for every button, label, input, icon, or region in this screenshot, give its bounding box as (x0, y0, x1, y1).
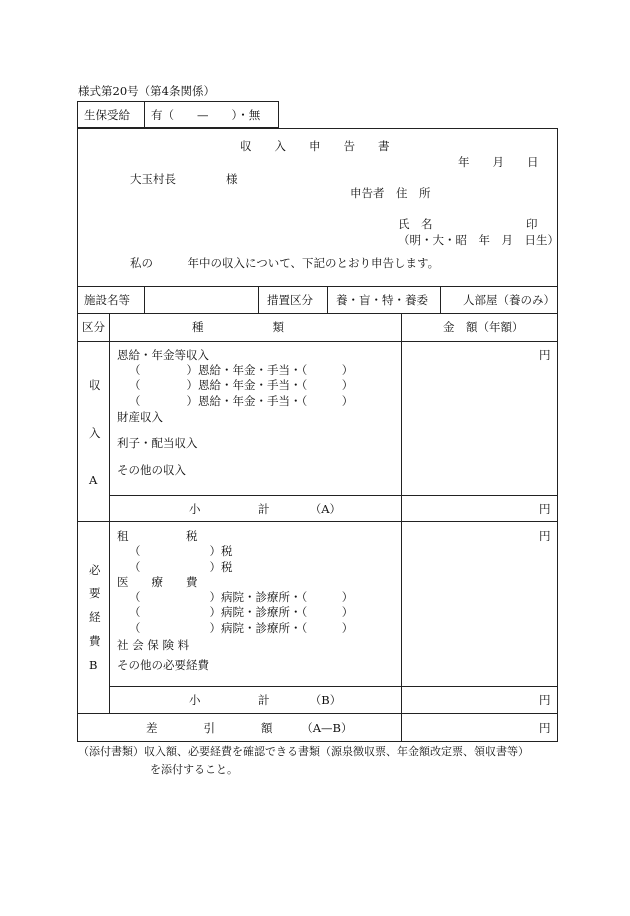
applicant-name-label[interactable]: 氏 名 (398, 217, 433, 231)
pension-income: 恩給・年金等収入 (117, 348, 209, 362)
medical-label: 医 療 費 (117, 575, 198, 589)
pension-row[interactable]: （ ）恩給・年金・手当・（ ） (129, 378, 354, 392)
insurance-label: 社 会 保 険 料 (117, 638, 190, 652)
measure-label: 措置区分 (267, 293, 313, 307)
pension-row[interactable]: （ ）恩給・年金・手当・（ ） (129, 394, 354, 408)
difference-yen[interactable]: 円 (539, 721, 551, 735)
difference-label: 差 引 額 （A—B） (146, 721, 353, 735)
category-divider (109, 313, 110, 713)
rooms-label[interactable]: 人部屋（養のみ） (463, 293, 555, 307)
pension-row[interactable]: （ ）恩給・年金・手当・（ ） (129, 363, 354, 377)
column-amount: 金 額（年額） (443, 320, 524, 334)
form-title: 収 入 申 告 書 (240, 139, 390, 153)
measure-options[interactable]: 養・盲・特・養委 (336, 293, 428, 307)
applicant-address-label[interactable]: 申告者 住 所 (350, 186, 431, 200)
column-category: 区分 (82, 320, 105, 334)
birth-date-field[interactable]: （明・大・昭 年 月 日生） (398, 233, 559, 247)
tax-row[interactable]: （ ）税 (129, 560, 233, 574)
seiho-divider (144, 101, 145, 128)
facility-row-top (77, 286, 558, 287)
column-type: 種 類 (192, 320, 284, 334)
medical-row[interactable]: （ ）病院・診療所・（ ） (129, 590, 354, 604)
amount-divider (401, 313, 402, 742)
form-number: 様式第20号（第4条関係） (78, 84, 215, 98)
statement-text: 私の 年中の収入について、下記のとおり申告します。 (130, 256, 440, 270)
income-yen: 円 (539, 348, 551, 362)
other-income: その他の収入 (117, 463, 186, 477)
attachment-note-line2: を添付すること。 (150, 763, 238, 776)
income-label-1: 収 (89, 378, 101, 392)
expense-label-1: 必 (89, 563, 101, 577)
tax-row[interactable]: （ ）税 (129, 544, 233, 558)
expense-label-5: B (89, 658, 98, 672)
expense-label-4: 費 (89, 634, 101, 648)
seiho-label: 生保受給 (84, 108, 130, 122)
addressee-honorific: 様 (226, 172, 238, 186)
attachment-note-line1: （添付書類）収入額、必要経費を確認できる書類（源泉徴収票、年金額改定票、領収書等） (78, 745, 529, 758)
addressee: 大玉村長 (130, 172, 176, 186)
income-subtotal-yen[interactable]: 円 (539, 502, 551, 516)
medical-row[interactable]: （ ）病院・診療所・（ ） (129, 605, 354, 619)
tax-label: 租 税 (117, 529, 198, 543)
expense-subtotal-label: 小 計 （B） (189, 693, 342, 707)
expense-yen: 円 (539, 529, 551, 543)
expense-label-3: 経 (89, 610, 101, 624)
income-label-3: A (89, 473, 98, 487)
seal-mark: 印 (526, 217, 538, 231)
expense-label-2: 要 (89, 586, 101, 600)
date-field[interactable]: 年 月 日 (458, 155, 539, 169)
medical-row[interactable]: （ ）病院・診療所・（ ） (129, 621, 354, 635)
income-label-2: 入 (89, 426, 101, 440)
interest-income: 利子・配当収入 (117, 436, 198, 450)
expense-subtotal-yen[interactable]: 円 (539, 693, 551, 707)
other-expense-label: その他の必要経費 (117, 658, 209, 672)
facility-name-label: 施設名等 (84, 293, 130, 307)
income-subtotal-label: 小 計 （A） (189, 502, 342, 516)
property-income: 財産収入 (117, 410, 163, 424)
seiho-value[interactable]: 有（ — ）・無 (151, 108, 261, 122)
